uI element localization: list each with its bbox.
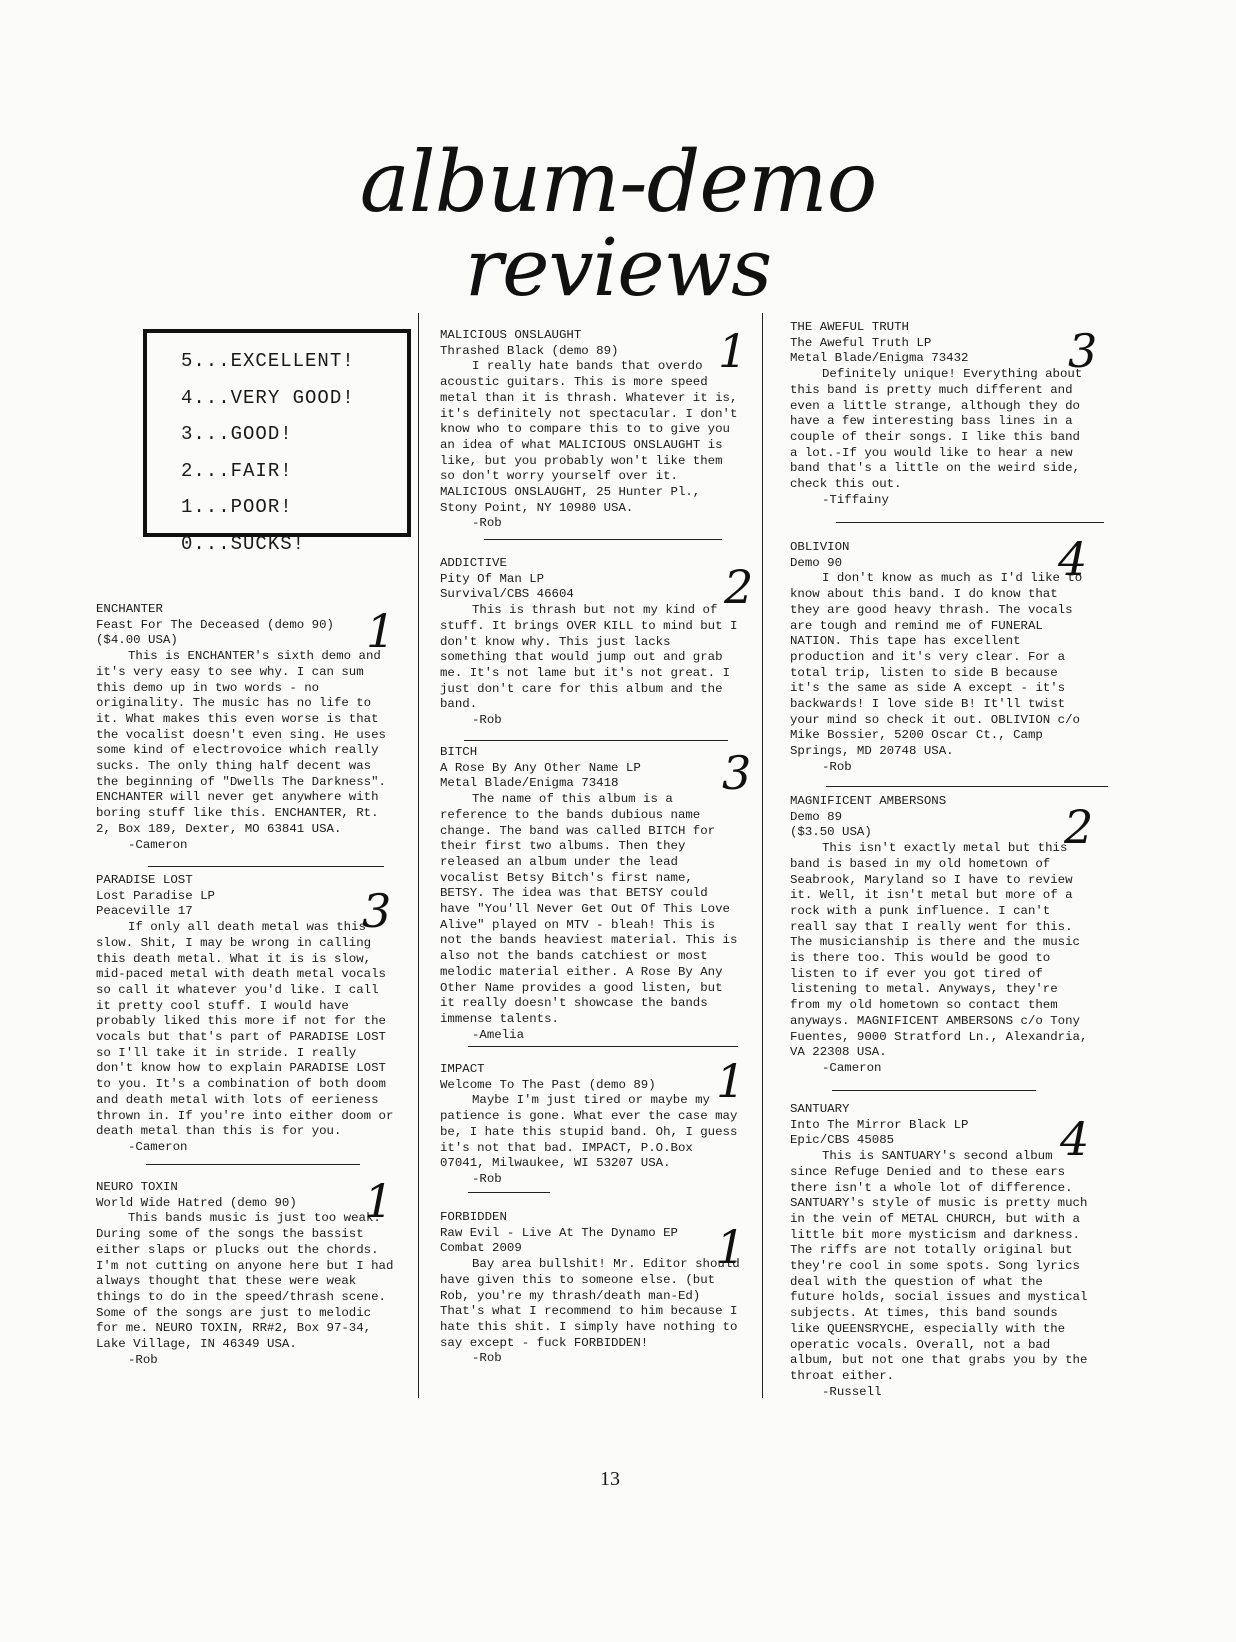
review-band: OBLIVION xyxy=(790,540,850,554)
review-body: I don't know as much as I'd like to know about this band. I do know that they are good heavy thrash. The vocals are tough and remind me of FUNERAL NATION. This tape has excellent production and it's very clear. For a total trip, listen to side B because it's the same as side A except - it's backwards! I love side B! It'll twist your mind so check it out. OBLIVION c/o Mike Bossier, 5200 Oscar Ct., Camp Springs, MD 20748 USA. xyxy=(790,571,1083,759)
review-divider xyxy=(468,1046,738,1047)
review-title: Pity Of Man LP xyxy=(440,571,545,586)
review-body: This is SANTUARY's second album since Refuge Denied and to these ears there isn't a whole lot of difference. SANTUARY's style of music is pretty much in the vein of METAL CHURCH, but with a little bit more mysticism and darkness. The riffs are not totally original but they're cool in some spots. Song lyrics deal with the question of what the future holds, social issues and mystical subjects. At times, this band sounds like QUEENSRYCHE, especially with the operatic vocals. Overall, not a bad album, but not one that grabs you by the throat either. xyxy=(790,1149,1088,1383)
review-title: The Aweful Truth LP xyxy=(790,335,932,350)
review-score-bitch: 3 xyxy=(722,746,752,800)
review-author: -Russell xyxy=(822,1384,882,1399)
review-band: THE AWEFUL TRUTH xyxy=(790,320,909,334)
review-title: Lost Paradise LP xyxy=(96,888,215,903)
review-author: -Rob xyxy=(472,516,502,531)
review-body: Maybe I'm just tired or maybe my patience is gone. What ever the case may be, I hate this stupid band. Oh, I guess it's not that bad. IMPACT, P.O.Box 07041, Milwaukee, WI 53207 USA. xyxy=(440,1093,738,1171)
rating-scale-item: 3...GOOD! xyxy=(181,423,293,445)
review-body: I really hate bands that overdo acoustic guitars. This is more speed metal than it is thrash. Whatever it is, it's definitely not spectacular. I don't know who to compare this to to give you an idea of what MALICIOUS ONSLAUGHT is like, but you probably won't like them so don't worry yourself over it. MALICIOUS ONSLAUGHT, 25 Hunter Pl., Stony Point, NY 10980 USA. xyxy=(440,359,738,515)
review-label: Combat 2009 xyxy=(440,1241,522,1256)
review-title: Demo 89 xyxy=(790,809,843,824)
review-body: Bay area bullshit! Mr. Editor should have given this to someone else. (but Rob, you're my thrash/death man-Ed) That's what I recommend to him because I hate this shit. I simply have nothing to say except - fuck FORBIDDEN! xyxy=(440,1257,740,1350)
review-divider xyxy=(464,740,728,741)
review-band: MALICIOUS ONSLAUGHT xyxy=(440,328,582,342)
review-body: This isn't exactly metal but this band is based in my old hometown of Seabrook, Maryland so I have to review it. Well, it isn't metal but more of a rock with a punk influence. I can't reall say that I really went for this. The musicianship is there and the music is there too. This would be good to listen to if ever you got tired of listening to metal. Anyways, they're from my old hometown so contact them anyways. MAGNIFICENT AMBERSONS c/o Tony Fuentes, 9000 Stratford Ln., Alexandria, VA 22308 USA. xyxy=(790,841,1088,1060)
review-score-oblivion: 4 xyxy=(1058,532,1088,586)
review-score-enchanter: 1 xyxy=(366,604,396,658)
review-price: ($4.00 USA) xyxy=(96,633,178,648)
review-author: -Rob xyxy=(128,1352,158,1367)
review-title: Raw Evil - Live At The Dynamo EP xyxy=(440,1225,678,1240)
review-score-impact: 1 xyxy=(716,1054,746,1108)
review-forbidden xyxy=(440,1210,740,1367)
review-score-santuary: 4 xyxy=(1060,1112,1090,1166)
review-author: -Rob xyxy=(822,759,852,774)
review-author: -Rob xyxy=(472,713,502,728)
review-band: FORBIDDEN xyxy=(440,1210,507,1224)
review-author: -Rob xyxy=(472,1171,502,1186)
page-title-line2: reviews xyxy=(464,221,772,314)
review-title: Welcome To The Past (demo 89) xyxy=(440,1077,656,1092)
review-band: NEURO TOXIN xyxy=(96,1180,178,1194)
review-oblivion xyxy=(790,540,1090,776)
review-paradise-lost xyxy=(96,873,396,1156)
review-score-addictive: 2 xyxy=(724,560,754,614)
review-title: A Rose By Any Other Name LP xyxy=(440,760,641,775)
review-author: -Rob xyxy=(472,1351,502,1366)
review-impact xyxy=(440,1062,740,1188)
review-santuary xyxy=(790,1102,1090,1400)
review-title: Feast For The Deceased (demo 90) xyxy=(96,617,334,632)
review-bitch xyxy=(440,745,740,1043)
review-band: MAGNIFICENT AMBERSONS xyxy=(790,794,947,808)
review-label: Survival/CBS 46604 xyxy=(440,587,574,602)
review-label: Metal Blade/Enigma 73418 xyxy=(440,776,619,791)
review-divider xyxy=(148,866,384,867)
review-author: -Tiffainy xyxy=(822,492,889,507)
review-score-paradise-lost: 3 xyxy=(362,884,392,938)
review-malicious-onslaught xyxy=(440,328,740,532)
review-title: Thrashed Black (demo 89) xyxy=(440,343,619,358)
page-number: 13 xyxy=(600,1468,620,1490)
rating-scale-box xyxy=(143,329,411,555)
review-band: PARADISE LOST xyxy=(96,873,193,887)
column-divider-left xyxy=(418,313,419,1398)
rating-scale-item: 1...POOR! xyxy=(181,496,293,518)
review-label: Peaceville 17 xyxy=(96,904,193,919)
review-addictive xyxy=(440,556,740,729)
review-body: This is ENCHANTER's sixth demo and it's very easy to see why. I can sum this demo up in two words - no originality. The music has no life to it. What makes this even worse is that the vocalist doesn't even sing. He uses some kind of electrovoice which really sucks. The only thing half decent was the beginning of "Dwells The Darkness". ENCHANTER will never get anywhere with boring stuff like this. ENCHANTER, Rt. 2, Box 189, Dexter, MO 63841 USA. xyxy=(96,649,386,836)
page-title-line1: album-demo xyxy=(359,133,877,231)
rating-scale-item: 4...VERY GOOD! xyxy=(181,386,355,409)
rating-scale-item: 5...EXCELLENT! xyxy=(181,350,355,372)
review-divider xyxy=(146,1164,360,1165)
review-band: SANTUARY xyxy=(790,1102,850,1116)
review-price: ($3.50 USA) xyxy=(790,825,872,840)
review-band: BITCH xyxy=(440,745,478,759)
review-body: This is thrash but not my kind of stuff. It brings OVER KILL to mind but I don't know why. This just lacks something that would jump out and grab me. It's not lame but it's not great. I just don't care for this album and the band. xyxy=(440,603,738,712)
review-aweful-truth xyxy=(790,320,1090,508)
review-body: The name of this album is a reference to the bands dubious name change. The band was called BITCH for their first two albums. Then they released an album under the lead vocalist Betsy Bitch's first name, BETSY. The idea was that BETSY could have "You'll Never Get Out Of This Love Alive" played on MTV - bleah! This is not the bands heaviest material. This is also not the bands catchiest or most melodic material either. A Rose By Any Other Name provides a good listen, but it really doesn't showcase the bands immense talents. xyxy=(440,792,738,1026)
column-divider-right xyxy=(762,313,763,1398)
review-divider xyxy=(832,1090,1036,1091)
rating-scale-item: 2...FAIR! xyxy=(181,459,293,482)
review-magnificent-ambersons xyxy=(790,794,1090,1077)
review-author: -Cameron xyxy=(822,1060,882,1075)
review-author: -Cameron xyxy=(128,837,188,852)
review-author: -Amelia xyxy=(472,1027,525,1042)
review-score-magnificent-ambersons: 2 xyxy=(1064,800,1094,854)
review-score-malicious-onslaught: 1 xyxy=(718,324,748,378)
review-divider xyxy=(826,786,1108,787)
review-label: Metal Blade/Enigma 73432 xyxy=(790,351,969,366)
rating-scale-list xyxy=(181,343,355,562)
review-neuro-toxin xyxy=(96,1174,396,1368)
review-band: ENCHANTER xyxy=(96,602,163,616)
review-score-aweful-truth: 3 xyxy=(1068,324,1098,378)
review-divider xyxy=(836,522,1104,523)
review-body: If only all death metal was this slow. Shit, I may be wrong in calling this death metal. What it is is slow, mid-paced metal with death metal vocals so call it whatever you'd like. I call it pretty cool stuff. I would have probably liked this more if not for the vocals but that's part of PARADISE LOST so I'll take it in stride. I really don't know how to explain PARADISE LOST to you. It's a combination of both doom and death metal with lots of eerieness thrown in. If you're into either doom or death metal than this is for you. xyxy=(96,920,394,1139)
review-label: Epic/CBS 45085 xyxy=(790,1133,895,1148)
rating-scale-item: 0...SUCKS! xyxy=(181,532,306,555)
review-band: ADDICTIVE xyxy=(440,556,507,570)
review-body: Definitely unique! Everything about this band is pretty much different and even a little strange, although they do have a few interesting bass lines in a couple of their songs. I like this band a lot.-If you would like to hear a new band that's a little on the weird side, check this out. xyxy=(790,367,1083,492)
review-author: -Cameron xyxy=(128,1139,188,1154)
review-title: Into The Mirror Black LP xyxy=(790,1117,969,1132)
review-enchanter xyxy=(96,602,396,853)
review-title: World Wide Hatred (demo 90) xyxy=(96,1195,297,1210)
review-score-neuro-toxin: 1 xyxy=(364,1174,394,1228)
review-divider xyxy=(484,539,722,540)
review-body: This bands music is just too weak. During some of the songs the bassist either slaps or plucks out the chords. I'm not cutting on anyone here but I had always thought that these were weak things to do in the speed/thrash scene. Some of the songs are just to melodic for me. NEURO TOXIN, RR#2, Box 97-34, Lake Village, IN 46349 USA. xyxy=(96,1211,394,1352)
review-title: Demo 90 xyxy=(790,555,843,570)
review-score-forbidden: 1 xyxy=(716,1220,746,1274)
review-band: IMPACT xyxy=(440,1062,485,1076)
review-divider xyxy=(468,1192,550,1193)
